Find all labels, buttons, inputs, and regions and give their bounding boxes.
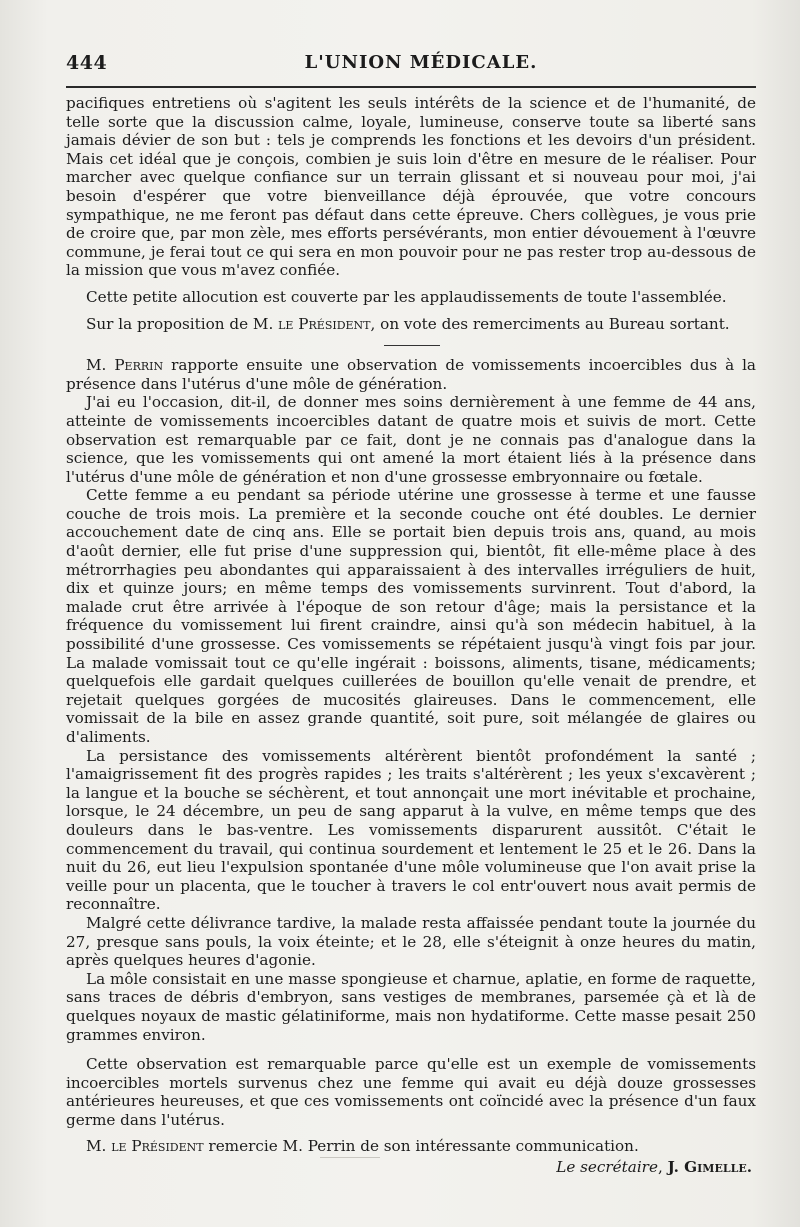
perrin-prefix: M. (86, 356, 115, 375)
paragraph-observation-4: Malgré cette délivrance tardive, la malade resta affaissée pendant toute la journée du 27, presque sans pouls, la voix éteinte; et le 28, elle s'éteignit à onze heures du matin, après quelques heures d'agonie. (66, 913, 756, 970)
page-body (66, 94, 756, 1177)
paragraph-perrin-intro (66, 356, 756, 393)
paragraph-observation-1: J'ai eu l'occasion, dit-il, de donner mes soins dernièrement à une femme de 44 ans, atteinte de vomissements incoercibles datant de quatre mois et suivis de mort. Cette observation est remarquable par ce fait, dont je ne connais pas d'analogue dans la science, que les vomissements qui ont amené la mort étaient liés à la présence dans l'utérus d'une môle de génération et non d'une grossesse embryonnaire ou fœtale. (66, 393, 756, 486)
signature-label: Le secrétaire (556, 1158, 658, 1177)
paragraph-observation-5: La môle consistait en une masse spongieuse et charnue, aplatie, en forme de raquette, sans traces de débris d'embryon, sans vestiges de membranes, parsemée çà et là de quelques noyaux de mastic gélatiniforme, mais non hydatiforme. Cette masse pesait 250 grammes environ. (66, 969, 756, 1044)
paragraph-president-speech: pacifiques entretiens où s'agitent les seuls intérêts de la science et de l'humanité, de telle sorte que la discussion calme, loyale, lumineuse, conserve toute sa liberté sans jamais dévier de son but : tels je comprends les fonctions et les devoirs d'un président. Mais cet idéal que je conçois, combien je suis loin d'être en mesure de le réaliser. Pour marcher avec quelque confiance sur un terrain glissant et si nouveau pour moi, j'ai besoin d'espérer que votre bienveillance déjà éprouvée, que votre concours sympathique, ne me feront pas défaut dans cette épreuve. Chers collègues, je vous prie de croire que, par mon zèle, mes efforts persévérants, mon entier dévouement à l'œuvre commune, je ferai tout ce qui sera en mon pouvoir pour ne pas rester trop au-dessous de la mission que vous m'avez confiée. (66, 94, 756, 280)
page-number: 444 (66, 52, 108, 74)
signature-name: J. Gimelle. (667, 1158, 752, 1177)
proposal-president-name: le Président (278, 314, 371, 333)
paragraph-observation-2: Cette femme a eu pendant sa période utérine une grossesse à terme et une fausse couche de trois mois. La première et la seconde couche ont été doubles. Le dernier accouchement date de cinq ans. Elle se portait bien depuis trois ans, quand, au mois d'août dernier, elle fut prise d'une suppression qui, bientôt, fit elle-même place à des métrorrhagies peu abondantes qui apparaissaient à des intervalles irréguliers de huit, dix et quinze jours; en même temps des vomissements survinrent. Tout d'abord, la malade crut être arrivée à l'époque de son retour d'âge; mais la persistance et la fréquence du vomissement lui firent craindre, ainsi qu'à son médecin habituel, à la possibilité d'une grossesse. Ces vomissements se répétaient jusqu'à vingt fois par jour. La malade vomissait tout ce qu'elle ingérait : boissons, aliments, tisane, médicaments; quelquefois elle gardait quelques cuillerées de bouillon qu'elle venait de prendre, et rejetait quelques gorgées de mucosités glaireuses. Dans le commencement, elle vomissait de la bile en assez grande quantité, soit pure, soit mélangée de glaires ou d'aliments. (66, 486, 756, 746)
running-title: L'UNION MÉDICALE. (304, 52, 538, 73)
show-through-rule (320, 1157, 380, 1158)
paragraph-closing (66, 1137, 756, 1156)
closing-president-name: le Président (111, 1137, 204, 1156)
paragraph-observation-3: La persistance des vomissements altérèrent bientôt profondément la santé ; l'amaigrissement fit des progrès rapides ; les traits s'altérèrent ; les yeux s'excavèrent ; la langue et la bouche se séchèrent, et tout annonçait une mort inévitable et prochaine, lorsque, le 24 décembre, un peu de sang apparut à la vulve, en même temps que des douleurs dans le bas-ventre. Les vomissements disparurent aussitôt. C'était le commencement du travail, qui continua sourdement et lentement le 25 et le 26. Dans la nuit du 26, eut lieu l'expulsion spontanée d'une môle volumineuse que l'on avait prise la veille pour un placenta, que le toucher à travers le col entr'ouvert nous avait permis de reconnaître. (66, 746, 756, 914)
paragraph-observation-6: Cette observation est remarquable parce qu'elle est un exemple de vomissements incoercibles mortels survenus chez une femme qui avait eu déjà douze grossesses antérieures heureuses, et que ces vomissements ont coïncidé avec la présence d'un faux germe dans l'utérus. (66, 1055, 756, 1129)
header-rule (66, 86, 756, 88)
perrin-suffix: rapporte ensuite une observation de vomissements incoercibles dus à la présence dans l'utérus d'une môle de génération. (66, 356, 756, 393)
paragraph-applause: Cette petite allocution est couverte par les applaudissements de toute l'assemblée. (86, 287, 727, 306)
closing-suffix: remercie M. Perrin de son intéressante communication. (203, 1137, 639, 1156)
page-header (66, 52, 756, 80)
section-separator (384, 345, 440, 346)
paragraph-proposal (66, 315, 756, 334)
proposal-prefix: Sur la proposition de M. (86, 314, 279, 333)
perrin-name: Perrin (114, 356, 164, 375)
proposal-suffix: , on vote des remerciments au Bureau sortant. (370, 314, 730, 333)
signature: Le secrétaire, J. Gimelle. (556, 1158, 752, 1177)
closing-prefix: M. (86, 1137, 112, 1156)
